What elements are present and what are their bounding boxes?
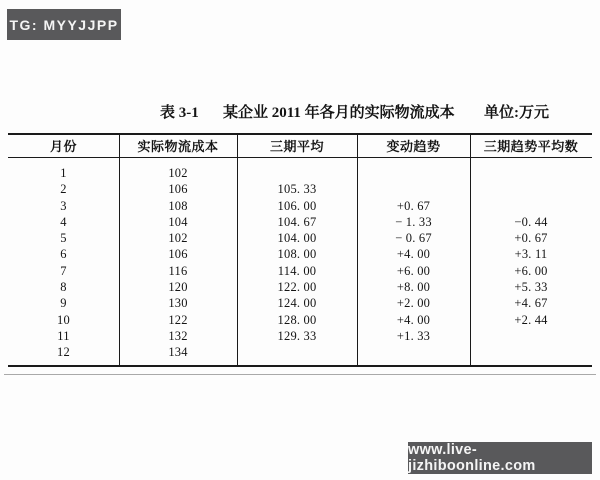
table-cell: 104. 67 [277,214,317,229]
table-cell: 122 [168,312,188,327]
table-cell: 128. 00 [277,312,317,327]
table-cell: 106 [168,247,188,262]
tg-watermark-badge [7,9,121,40]
table-cell [470,328,592,344]
table-caption-unit: 单位:万元 [484,105,549,121]
table-cell [470,344,592,360]
table-cell: 12 [57,345,70,360]
table-cell: 122. 00 [277,280,317,295]
table-cell: +8. 00 [396,280,431,295]
table-cell: 130 [168,296,188,311]
table-cell: 120 [168,280,188,295]
table-cell: 9 [60,296,67,311]
table-caption [0,102,600,124]
table-row [8,279,592,295]
table-cell: +5. 33 [514,280,548,295]
table-bottom-rule [4,374,596,375]
table-cell: 4 [60,214,67,229]
table-cell [237,165,357,181]
table-cell: 11 [57,328,70,343]
table-cell: 106. 00 [277,198,317,213]
table-cell: 104. 00 [277,231,317,246]
table-cell: 129. 33 [277,328,317,343]
table-cell: +6. 00 [396,263,431,278]
table-row [8,198,592,214]
cost-table [8,133,592,367]
column-header-month: 月份 [49,139,77,154]
table-cell: 2 [60,182,67,197]
column-header-trend: 变动趋势 [386,139,441,154]
table-cell: − 1. 33 [395,214,432,229]
table-cell: 104 [168,214,188,229]
table-cell: 132 [168,328,188,343]
table-cell: 6 [60,247,67,262]
table-cell: 114. 00 [277,263,317,278]
table-cell [357,344,470,360]
table-row [8,312,592,328]
table-cell: − 0. 67 [395,231,432,246]
table-cell: 102 [168,166,188,180]
table-cell: 102 [168,231,188,246]
table-row [8,165,592,181]
table-header-row [8,135,592,158]
table-cell: +6. 00 [514,263,548,278]
table-cell: 10 [57,312,70,327]
table-cell: 8 [60,280,67,295]
table-row [8,214,592,230]
table-cell: 5 [60,231,67,246]
table-cell: 134 [168,345,188,360]
table-cell: 105. 33 [277,182,317,197]
table-cell: 116 [168,263,188,278]
website-watermark-text: www.live-jizhiboonline.com [408,442,536,474]
table-cell: +4. 00 [396,247,431,262]
table-cell: 124. 00 [277,296,317,311]
table-row [8,263,592,279]
column-divider [470,135,471,365]
table-row [8,246,592,262]
table-cell: 106 [168,182,188,197]
table-cell: 108. 00 [277,247,317,262]
column-header-3period-average: 三期平均 [269,139,324,154]
table-row [8,295,592,311]
table-cell: +0. 67 [396,198,431,213]
table-cell: +3. 11 [514,247,548,262]
column-header-3period-trend-average: 三期趋势平均数 [483,139,579,154]
table-caption-title: 某企业 2011 年各月的实际物流成本 [223,105,455,121]
column-divider [119,135,120,365]
table-cell: −0. 44 [514,214,548,229]
table-cell [470,181,592,197]
table-row [8,230,592,246]
table-cell [470,165,592,181]
column-header-actual-cost: 实际物流成本 [137,139,219,154]
table-row [8,344,592,360]
table-cell: +1. 33 [396,328,431,343]
table-cell: 3 [60,198,67,213]
column-divider [357,135,358,365]
tg-watermark-text: TG: MYYJJPP [9,16,119,33]
table-cell: 1 [60,166,67,180]
table-body [8,158,592,367]
table-row [8,181,592,197]
table-caption-label: 表 3-1 [160,105,199,121]
table-cell: 7 [60,263,67,278]
table-cell: +0. 67 [514,231,548,246]
table-cell: +4. 67 [514,296,548,311]
table-cell: +4. 00 [396,312,431,327]
table-cell [357,181,470,197]
table-cell [357,165,470,181]
table-cell: +2. 00 [396,296,431,311]
table-cell [237,344,357,360]
column-divider [237,135,238,365]
table-row [8,328,592,344]
table-cell [470,198,592,214]
table-cell: +2. 44 [514,312,548,327]
table-cell: 108 [168,198,188,213]
website-watermark-badge [408,442,592,474]
